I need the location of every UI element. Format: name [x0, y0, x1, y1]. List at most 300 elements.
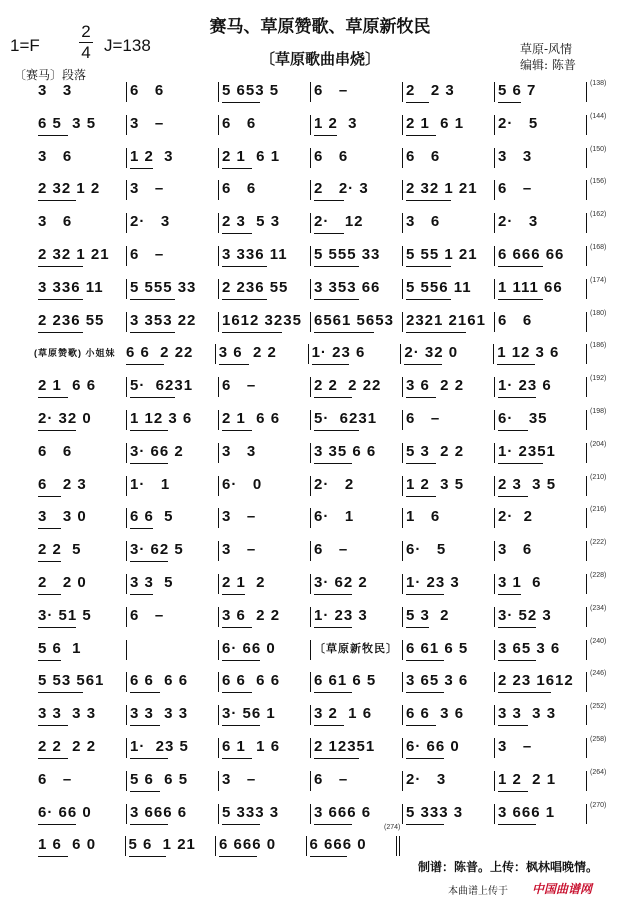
- measure: 3 6: [38, 147, 73, 165]
- barline: [126, 312, 127, 332]
- beam-line: [222, 168, 252, 169]
- measure: 5 6 1: [38, 639, 82, 657]
- measure: 5 6 6 5: [130, 770, 189, 788]
- genre-label: 草原-风情: [520, 42, 573, 56]
- measure-number: (150): [590, 145, 607, 153]
- beam-line: [314, 266, 359, 267]
- beam-line: [38, 200, 76, 201]
- beam-line: [222, 660, 260, 661]
- end-barline: [586, 443, 587, 463]
- score-row: [0, 275, 640, 305]
- beam-line: [38, 725, 68, 726]
- beam-line: [130, 692, 160, 693]
- beam-line: [406, 102, 429, 103]
- measure: 1 12 3 6: [497, 344, 560, 362]
- measure: 6 6 6 6: [222, 672, 281, 690]
- end-barline: [586, 640, 587, 660]
- measure: 2· 32 0: [404, 344, 459, 362]
- tempo-marking: J=138: [104, 36, 151, 55]
- barline: [310, 377, 311, 397]
- beam-line: [314, 299, 359, 300]
- barline: [494, 738, 495, 758]
- measure: 2 1 6 1: [222, 147, 281, 165]
- beam-line: [219, 856, 257, 857]
- measure-number: (246): [590, 670, 607, 678]
- barline: [494, 476, 495, 496]
- measure: 6 6: [130, 82, 165, 99]
- measure: [130, 636, 214, 666]
- measure: 2 2· 3: [314, 180, 369, 198]
- measure: 3 6: [406, 213, 441, 231]
- beam-line: [406, 463, 436, 464]
- beam-line: [406, 824, 444, 825]
- measure: 2 2 2 2: [38, 738, 97, 755]
- measure: 3 353 66: [314, 278, 381, 296]
- measure: 2 12351: [314, 738, 376, 755]
- beam-line: [130, 397, 175, 398]
- barline: [218, 377, 219, 397]
- score-row: [0, 603, 640, 633]
- measure: 3 3 0: [38, 508, 87, 526]
- beam-line: [406, 692, 444, 693]
- barline: [494, 213, 495, 233]
- score-row: [0, 800, 640, 830]
- beam-line: [130, 299, 175, 300]
- beam-line: [314, 397, 352, 398]
- measure: 2 23 1612: [498, 672, 574, 690]
- beam-line: [38, 594, 61, 595]
- barline: [218, 476, 219, 496]
- score-row: [0, 406, 640, 436]
- measure: 6 6 3 6: [406, 705, 465, 723]
- beam-line: [130, 824, 168, 825]
- barline: [494, 312, 495, 332]
- editor-credit: 编辑: 陈普: [520, 58, 576, 72]
- barline: [402, 771, 403, 791]
- measure: 2 1 6 6: [38, 377, 97, 395]
- measure: 6· 35: [498, 410, 548, 427]
- beam-line: [222, 233, 252, 234]
- beam-line: [406, 758, 444, 759]
- measure: 6 6 6 6: [130, 672, 189, 690]
- measure: 2 32 1 21: [406, 180, 478, 198]
- barline: [402, 476, 403, 496]
- barline: [402, 148, 403, 168]
- barline: [310, 82, 311, 102]
- measure: 3 3 3 3: [38, 705, 97, 723]
- measure: 6 6: [406, 147, 441, 165]
- beam-line: [314, 594, 352, 595]
- barline: [126, 377, 127, 397]
- measure: 3 1 6: [498, 574, 542, 591]
- measure: 3· 52 3: [498, 606, 552, 624]
- measure-number: (252): [590, 703, 607, 711]
- barline: [402, 541, 403, 561]
- barline: [402, 607, 403, 627]
- measure: 6 –: [130, 246, 165, 263]
- barline: [126, 115, 127, 135]
- barline: [126, 738, 127, 758]
- measure: 3 6: [38, 213, 73, 231]
- measure: 3 2 1 6: [314, 705, 373, 723]
- barline: [310, 705, 311, 725]
- beam-line: [406, 594, 444, 595]
- measure-number: (216): [590, 506, 607, 514]
- barline: [218, 312, 219, 332]
- barline: [310, 508, 311, 528]
- measure: 6 –: [314, 770, 349, 788]
- measure: 2 32 1 21: [38, 246, 110, 263]
- barline: [310, 180, 311, 200]
- barline: [402, 804, 403, 824]
- measure: 5 6 1 21: [128, 836, 196, 854]
- beam-line: [222, 299, 267, 300]
- measure: 3 353 22: [130, 311, 197, 329]
- beam-line: [38, 332, 83, 333]
- barline: [310, 541, 311, 561]
- barline: [310, 115, 311, 135]
- measure: 2 32 1 2: [38, 180, 101, 198]
- barline: [218, 738, 219, 758]
- barline: [494, 180, 495, 200]
- measure: 1· 23 6: [498, 377, 552, 395]
- barline: [402, 180, 403, 200]
- beam-line: [222, 725, 260, 726]
- barline: [402, 672, 403, 692]
- score-row: [0, 439, 640, 469]
- measure: 1 2 3: [314, 114, 358, 132]
- barline: [218, 640, 219, 660]
- beam-line: [406, 660, 444, 661]
- measure: 2 1 2: [222, 574, 266, 591]
- beam-line: [406, 332, 466, 333]
- beam-line: [314, 758, 359, 759]
- meter-top: 2: [81, 22, 91, 41]
- barline: [310, 640, 311, 660]
- beam-line: [498, 463, 543, 464]
- score-row: [0, 176, 640, 206]
- end-barline: [586, 508, 587, 528]
- measure: 5 3 2: [406, 606, 450, 624]
- barline: [218, 607, 219, 627]
- measure: 5 653 5: [222, 82, 280, 99]
- end-barline: [396, 836, 400, 856]
- barline: [494, 672, 495, 692]
- end-barline: [586, 344, 587, 364]
- measure: 5 55 1 21: [406, 246, 478, 263]
- beam-line: [219, 364, 249, 365]
- barline: [402, 82, 403, 102]
- beam-line: [314, 135, 337, 136]
- beam-line: [314, 332, 374, 333]
- beam-line: [498, 430, 528, 431]
- beam-line: [38, 561, 61, 562]
- measure-number: (156): [590, 178, 607, 186]
- barline: [218, 180, 219, 200]
- barline: [218, 213, 219, 233]
- barline: [402, 246, 403, 266]
- measure: 5 333 3: [406, 803, 464, 821]
- barline: [310, 213, 311, 233]
- barline: [218, 574, 219, 594]
- measure: 1· 2351: [498, 442, 556, 460]
- beam-line: [314, 692, 352, 693]
- barline: [310, 607, 311, 627]
- measure: 2· 3: [130, 213, 171, 231]
- beam-line: [222, 824, 260, 825]
- score-row: [0, 767, 640, 797]
- barline: [218, 541, 219, 561]
- end-barline: [586, 279, 587, 299]
- measure: 6 6: [38, 442, 73, 460]
- beam-line: [38, 692, 83, 693]
- measure: 2· 2: [498, 508, 534, 526]
- section-marker: (草原赞歌) 小姐妹: [34, 348, 116, 359]
- measure: 2· 32 0: [38, 410, 92, 427]
- measure: 3 65 3 6: [406, 672, 469, 690]
- beam-line: [314, 824, 352, 825]
- beam-line: [404, 364, 442, 365]
- measure: 3 3 3 3: [498, 705, 557, 723]
- barline: [306, 836, 307, 856]
- measure: 6 6 2 22: [126, 344, 194, 362]
- barline: [310, 410, 311, 430]
- measure-number: (168): [590, 244, 607, 251]
- measure: 5· 6231: [130, 377, 194, 395]
- barline: [310, 804, 311, 824]
- barline: [218, 508, 219, 528]
- measure-number: (210): [590, 473, 607, 481]
- measure: 2· 12: [314, 213, 364, 231]
- measure: 3 65 3 6: [498, 639, 561, 657]
- barline: [126, 180, 127, 200]
- measure: 6 –: [222, 377, 257, 395]
- barline: [126, 508, 127, 528]
- measure-number: (138): [590, 80, 607, 87]
- barline: [218, 279, 219, 299]
- barline: [494, 541, 495, 561]
- beam-line: [130, 758, 168, 759]
- barline: [310, 312, 311, 332]
- measure: 1 6 6 0: [38, 836, 97, 854]
- measure: 2 2 0: [38, 574, 87, 591]
- score-row: [0, 734, 640, 764]
- measure: 1· 1: [130, 475, 171, 493]
- footer-credit: 制谱：陈普。上传：枫林唱晚情。: [418, 860, 599, 874]
- measure: 1· 23 3: [406, 574, 460, 591]
- end-barline: [586, 312, 587, 332]
- score-row: [0, 373, 640, 403]
- measure: 3 –: [222, 508, 257, 526]
- end-barline: [586, 410, 587, 430]
- song-title: 赛马、草原赞歌、草原新牧民: [209, 17, 431, 37]
- measure: 3 336 11: [222, 246, 288, 263]
- measure: 5 6 7: [498, 82, 537, 99]
- barline: [310, 246, 311, 266]
- barline: [310, 148, 311, 168]
- measure: 6· 66 0: [406, 738, 460, 755]
- measure: 6 61 6 5: [314, 672, 377, 690]
- barline: [494, 82, 495, 102]
- measure-number: (228): [590, 572, 607, 579]
- beam-line: [314, 463, 352, 464]
- measure-number: (192): [590, 375, 607, 383]
- barline: [218, 246, 219, 266]
- beam-line: [222, 430, 252, 431]
- score-row: [0, 340, 640, 370]
- barline: [215, 344, 216, 364]
- beam-line: [497, 364, 535, 365]
- measure: 2· 3: [406, 770, 447, 788]
- barline: [402, 115, 403, 135]
- measure: 6· 66 0: [222, 639, 276, 657]
- barline: [402, 213, 403, 233]
- beam-line: [130, 430, 168, 431]
- barline: [310, 476, 311, 496]
- end-barline: [586, 738, 587, 758]
- barline: [494, 804, 495, 824]
- barline: [218, 115, 219, 135]
- beam-line: [498, 692, 551, 693]
- measure: 5 3 2 2: [406, 442, 465, 460]
- measure: 3 3 3 3: [130, 705, 189, 723]
- measure: 6 6: [222, 180, 257, 198]
- measure: 6· 0: [222, 475, 263, 493]
- score-row: [0, 144, 640, 174]
- score-row: [0, 570, 640, 600]
- measure: 6 –: [38, 770, 73, 788]
- barline: [218, 672, 219, 692]
- meter-bottom: 4: [81, 43, 91, 62]
- beam-line: [406, 200, 451, 201]
- barline: [126, 574, 127, 594]
- measure: 5 333 3: [222, 803, 280, 821]
- barline: [125, 836, 126, 856]
- measure: 3 6 2 2: [222, 606, 281, 624]
- barline: [126, 672, 127, 692]
- barline: [402, 574, 403, 594]
- score-row: [0, 242, 640, 272]
- beam-line: [314, 430, 359, 431]
- measure-number: (240): [590, 637, 607, 645]
- measure: 1612 3235: [222, 311, 302, 329]
- score-row: [0, 209, 640, 239]
- measure: 6· 66 0: [38, 803, 92, 821]
- beam-line: [130, 332, 175, 333]
- beam-line: [38, 299, 83, 300]
- beam-line: [498, 725, 528, 726]
- measure: 2321 2161: [406, 311, 486, 329]
- measure-number: (204): [590, 440, 607, 448]
- beam-line: [406, 627, 429, 628]
- barline: [218, 410, 219, 430]
- beam-line: [314, 200, 344, 201]
- end-barline: [586, 771, 587, 791]
- barline: [215, 836, 216, 856]
- measure: 6 –: [406, 410, 441, 427]
- barline: [494, 508, 495, 528]
- measure: 3 3: [222, 442, 257, 460]
- measure: 2 2 2 22: [314, 377, 382, 395]
- score-row: [0, 636, 640, 666]
- measure: 3· 62 5: [130, 541, 184, 559]
- measure: 6 6: [498, 311, 533, 329]
- score-row: [0, 308, 640, 338]
- beam-line: [222, 627, 252, 628]
- barline: [402, 312, 403, 332]
- footer-upload-note: 本曲谱上传于: [448, 886, 508, 897]
- beam-line: [126, 364, 164, 365]
- end-barline: [586, 213, 587, 233]
- measure-number: (186): [590, 342, 607, 350]
- barline: [402, 410, 403, 430]
- end-barline: [586, 804, 587, 824]
- beam-line: [130, 594, 153, 595]
- measure: 1 12 3 6: [130, 410, 193, 427]
- beam-line: [498, 791, 528, 792]
- end-barline: [586, 541, 587, 561]
- barline: [218, 148, 219, 168]
- barline: [494, 607, 495, 627]
- beam-line: [38, 627, 76, 628]
- measure: 2 3 3 5: [498, 475, 557, 493]
- beam-line: [498, 102, 521, 103]
- end-barline: [586, 607, 587, 627]
- measure: 6 –: [314, 541, 349, 559]
- barline: [310, 574, 311, 594]
- beam-line: [130, 791, 160, 792]
- measure-number: (198): [590, 408, 607, 415]
- measure: 6 666 66: [498, 246, 565, 263]
- beam-line: [38, 856, 68, 857]
- measure: 3 666 6: [314, 803, 372, 821]
- measure-number: (162): [590, 211, 607, 219]
- barline: [126, 541, 127, 561]
- measure: 5 556 11: [406, 278, 472, 296]
- measure: 3 6 2 2: [406, 377, 465, 395]
- barline: [126, 640, 127, 660]
- measure: 3 3: [498, 147, 533, 165]
- measure: 3· 56 1: [222, 705, 276, 723]
- barline: [126, 246, 127, 266]
- measure-number: (222): [590, 539, 607, 547]
- beam-line: [130, 463, 168, 464]
- measure: 1 2 3 5: [406, 475, 465, 493]
- beam-line: [38, 397, 68, 398]
- beam-line: [406, 135, 436, 136]
- beam-line: [310, 856, 348, 857]
- barline: [126, 607, 127, 627]
- measure: 3 666 6: [130, 803, 188, 821]
- measure: 6 6 5: [130, 508, 174, 526]
- beam-line: [130, 725, 160, 726]
- barline: [126, 82, 127, 102]
- barline: [402, 279, 403, 299]
- barline: [402, 443, 403, 463]
- beam-line: [222, 332, 282, 333]
- barline: [126, 705, 127, 725]
- barline: [402, 508, 403, 528]
- measure: 3 –: [222, 541, 257, 559]
- barline: [126, 148, 127, 168]
- beam-line: [406, 397, 436, 398]
- end-barline: [586, 82, 587, 102]
- measure-number: (264): [590, 768, 607, 776]
- measure: 6 –: [314, 82, 349, 99]
- measure: 1· 23 5: [130, 738, 189, 755]
- measure: 〔草原新牧民〕: [314, 642, 398, 655]
- measure: 3 3: [38, 82, 73, 99]
